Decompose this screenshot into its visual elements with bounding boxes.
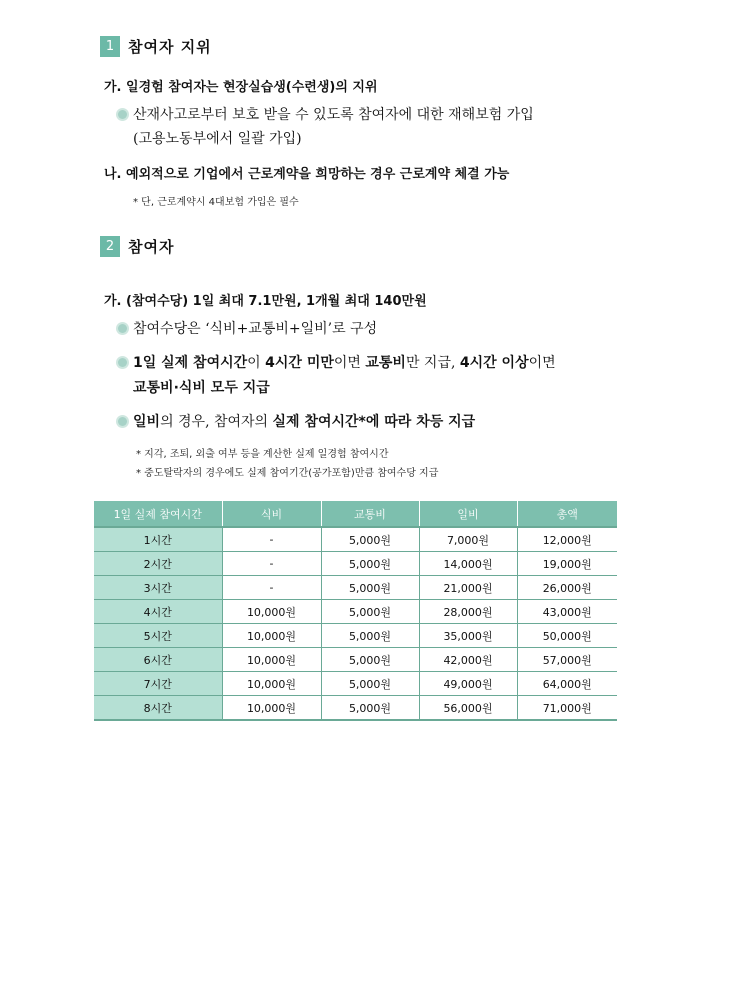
bold-text: 일비 xyxy=(133,414,161,430)
table-cell: 26,000원 xyxy=(517,576,617,600)
bold-text: 교통비 xyxy=(365,355,406,371)
plain-text: 만 지급, xyxy=(405,355,460,371)
table-cell: 7,000원 xyxy=(419,527,517,552)
section-title: 참여자 xyxy=(128,238,175,256)
table-cell: 12,000원 xyxy=(517,527,617,552)
table-row xyxy=(94,527,617,552)
table-cell: 5,000원 xyxy=(321,648,419,672)
table-cell: 5,000원 xyxy=(321,600,419,624)
table-row xyxy=(94,576,617,600)
table-cell: 5,000원 xyxy=(321,576,419,600)
table-cell: 10,000원 xyxy=(222,600,321,624)
table-cell: 57,000원 xyxy=(517,648,617,672)
item-ga-heading: 가. 일경험 참여자는 현장실습생(수련생)의 지위 xyxy=(104,80,378,95)
table-cell: 10,000원 xyxy=(222,624,321,648)
bullet-dot-icon xyxy=(118,358,127,367)
table-cell: 71,000원 xyxy=(517,696,617,721)
table-cell: - xyxy=(222,576,321,600)
note-text: * 중도탈락자의 경우에도 실제 참여기간(공가포함)만큼 참여수당 지급 xyxy=(136,468,439,479)
bold-text: 실제 참여시간*에 따라 차등 지급 xyxy=(272,414,476,430)
table-cell: 21,000원 xyxy=(419,576,517,600)
row-label: 4시간 xyxy=(94,600,222,624)
table-cell: 56,000원 xyxy=(419,696,517,721)
table-row xyxy=(94,552,617,576)
item-na-heading: 나. 예외적으로 기업에서 근로계약을 희망하는 경우 근로계약 체결 가능 xyxy=(104,167,510,182)
bullet-time-rule xyxy=(118,352,556,372)
row-label: 5시간 xyxy=(94,624,222,648)
table-header-row xyxy=(94,501,617,527)
bullet-allowance-composition xyxy=(118,318,377,338)
row-label: 2시간 xyxy=(94,552,222,576)
section-title: 참여자 지위 xyxy=(128,38,212,56)
table-cell: 50,000원 xyxy=(517,624,617,648)
bold-text: 4시간 미만 xyxy=(265,355,334,371)
bold-text: 4시간 이상 xyxy=(459,355,529,371)
table-cell: 5,000원 xyxy=(321,696,419,721)
table-cell: 35,000원 xyxy=(419,624,517,648)
table-cell: - xyxy=(222,552,321,576)
bullet-dot-icon xyxy=(118,110,127,119)
table-cell: 5,000원 xyxy=(321,527,419,552)
table-cell: 10,000원 xyxy=(222,672,321,696)
plain-text: 이 xyxy=(247,355,266,371)
row-label: 8시간 xyxy=(94,696,222,721)
bullet-dot-icon xyxy=(118,324,127,333)
table-cell: 42,000원 xyxy=(419,648,517,672)
table-row xyxy=(94,648,617,672)
table-cell: 10,000원 xyxy=(222,648,321,672)
row-label: 3시간 xyxy=(94,576,222,600)
table-cell: - xyxy=(222,527,321,552)
table-cell: 28,000원 xyxy=(419,600,517,624)
bold-text: 1일 실제 참여시간 xyxy=(133,355,248,371)
row-label: 7시간 xyxy=(94,672,222,696)
section-number-badge: 2 xyxy=(100,236,120,257)
table-cell: 49,000원 xyxy=(419,672,517,696)
bullet-text: 산재사고로부터 보호 받을 수 있도록 참여자에 대한 재해보험 가입 xyxy=(133,107,534,123)
table-cell: 64,000원 xyxy=(517,672,617,696)
section-1-heading xyxy=(100,36,212,57)
table-cell: 5,000원 xyxy=(321,672,419,696)
table-row xyxy=(94,600,617,624)
plain-text: 이면 xyxy=(333,355,366,371)
column-header: 1일 실제 참여시간 xyxy=(94,501,222,527)
table-row xyxy=(94,696,617,721)
section-2-heading xyxy=(100,236,174,257)
table-cell: 5,000원 xyxy=(321,624,419,648)
table-row xyxy=(94,624,617,648)
table-row xyxy=(94,672,617,696)
allowance-table xyxy=(94,501,617,721)
table-cell: 14,000원 xyxy=(419,552,517,576)
row-label: 6시간 xyxy=(94,648,222,672)
plain-text: 의 경우, 참여자의 xyxy=(160,414,273,430)
bullet-insurance-continued: (고용노동부에서 일괄 가입) xyxy=(133,131,302,147)
section-number-badge: 1 xyxy=(100,36,120,57)
column-header: 일비 xyxy=(419,501,517,527)
bullet-dot-icon xyxy=(118,417,127,426)
row-label: 1시간 xyxy=(94,527,222,552)
table-cell: 19,000원 xyxy=(517,552,617,576)
column-header: 식비 xyxy=(222,501,321,527)
note-text: * 단, 근로계약시 4대보험 가입은 필수 xyxy=(133,197,299,208)
table-cell: 10,000원 xyxy=(222,696,321,721)
table-cell: 43,000원 xyxy=(517,600,617,624)
bullet-insurance xyxy=(118,104,534,124)
item-ga-heading: 가. (참여수당) 1일 최대 7.1만원, 1개월 최대 140만원 xyxy=(104,294,427,309)
plain-text: 이면 xyxy=(528,355,556,371)
bullet-text: 참여수당은 ‘식비+교통비+일비’로 구성 xyxy=(133,321,378,337)
column-header: 교통비 xyxy=(321,501,419,527)
note-text: * 지각, 조퇴, 외출 여부 등을 계산한 실제 일경험 참여시간 xyxy=(136,449,389,460)
column-header: 총액 xyxy=(517,501,617,527)
bullet-daily-allowance xyxy=(118,411,475,431)
bullet-time-rule-continued: 교통비·식비 모두 지급 xyxy=(133,380,270,396)
table-cell: 5,000원 xyxy=(321,552,419,576)
